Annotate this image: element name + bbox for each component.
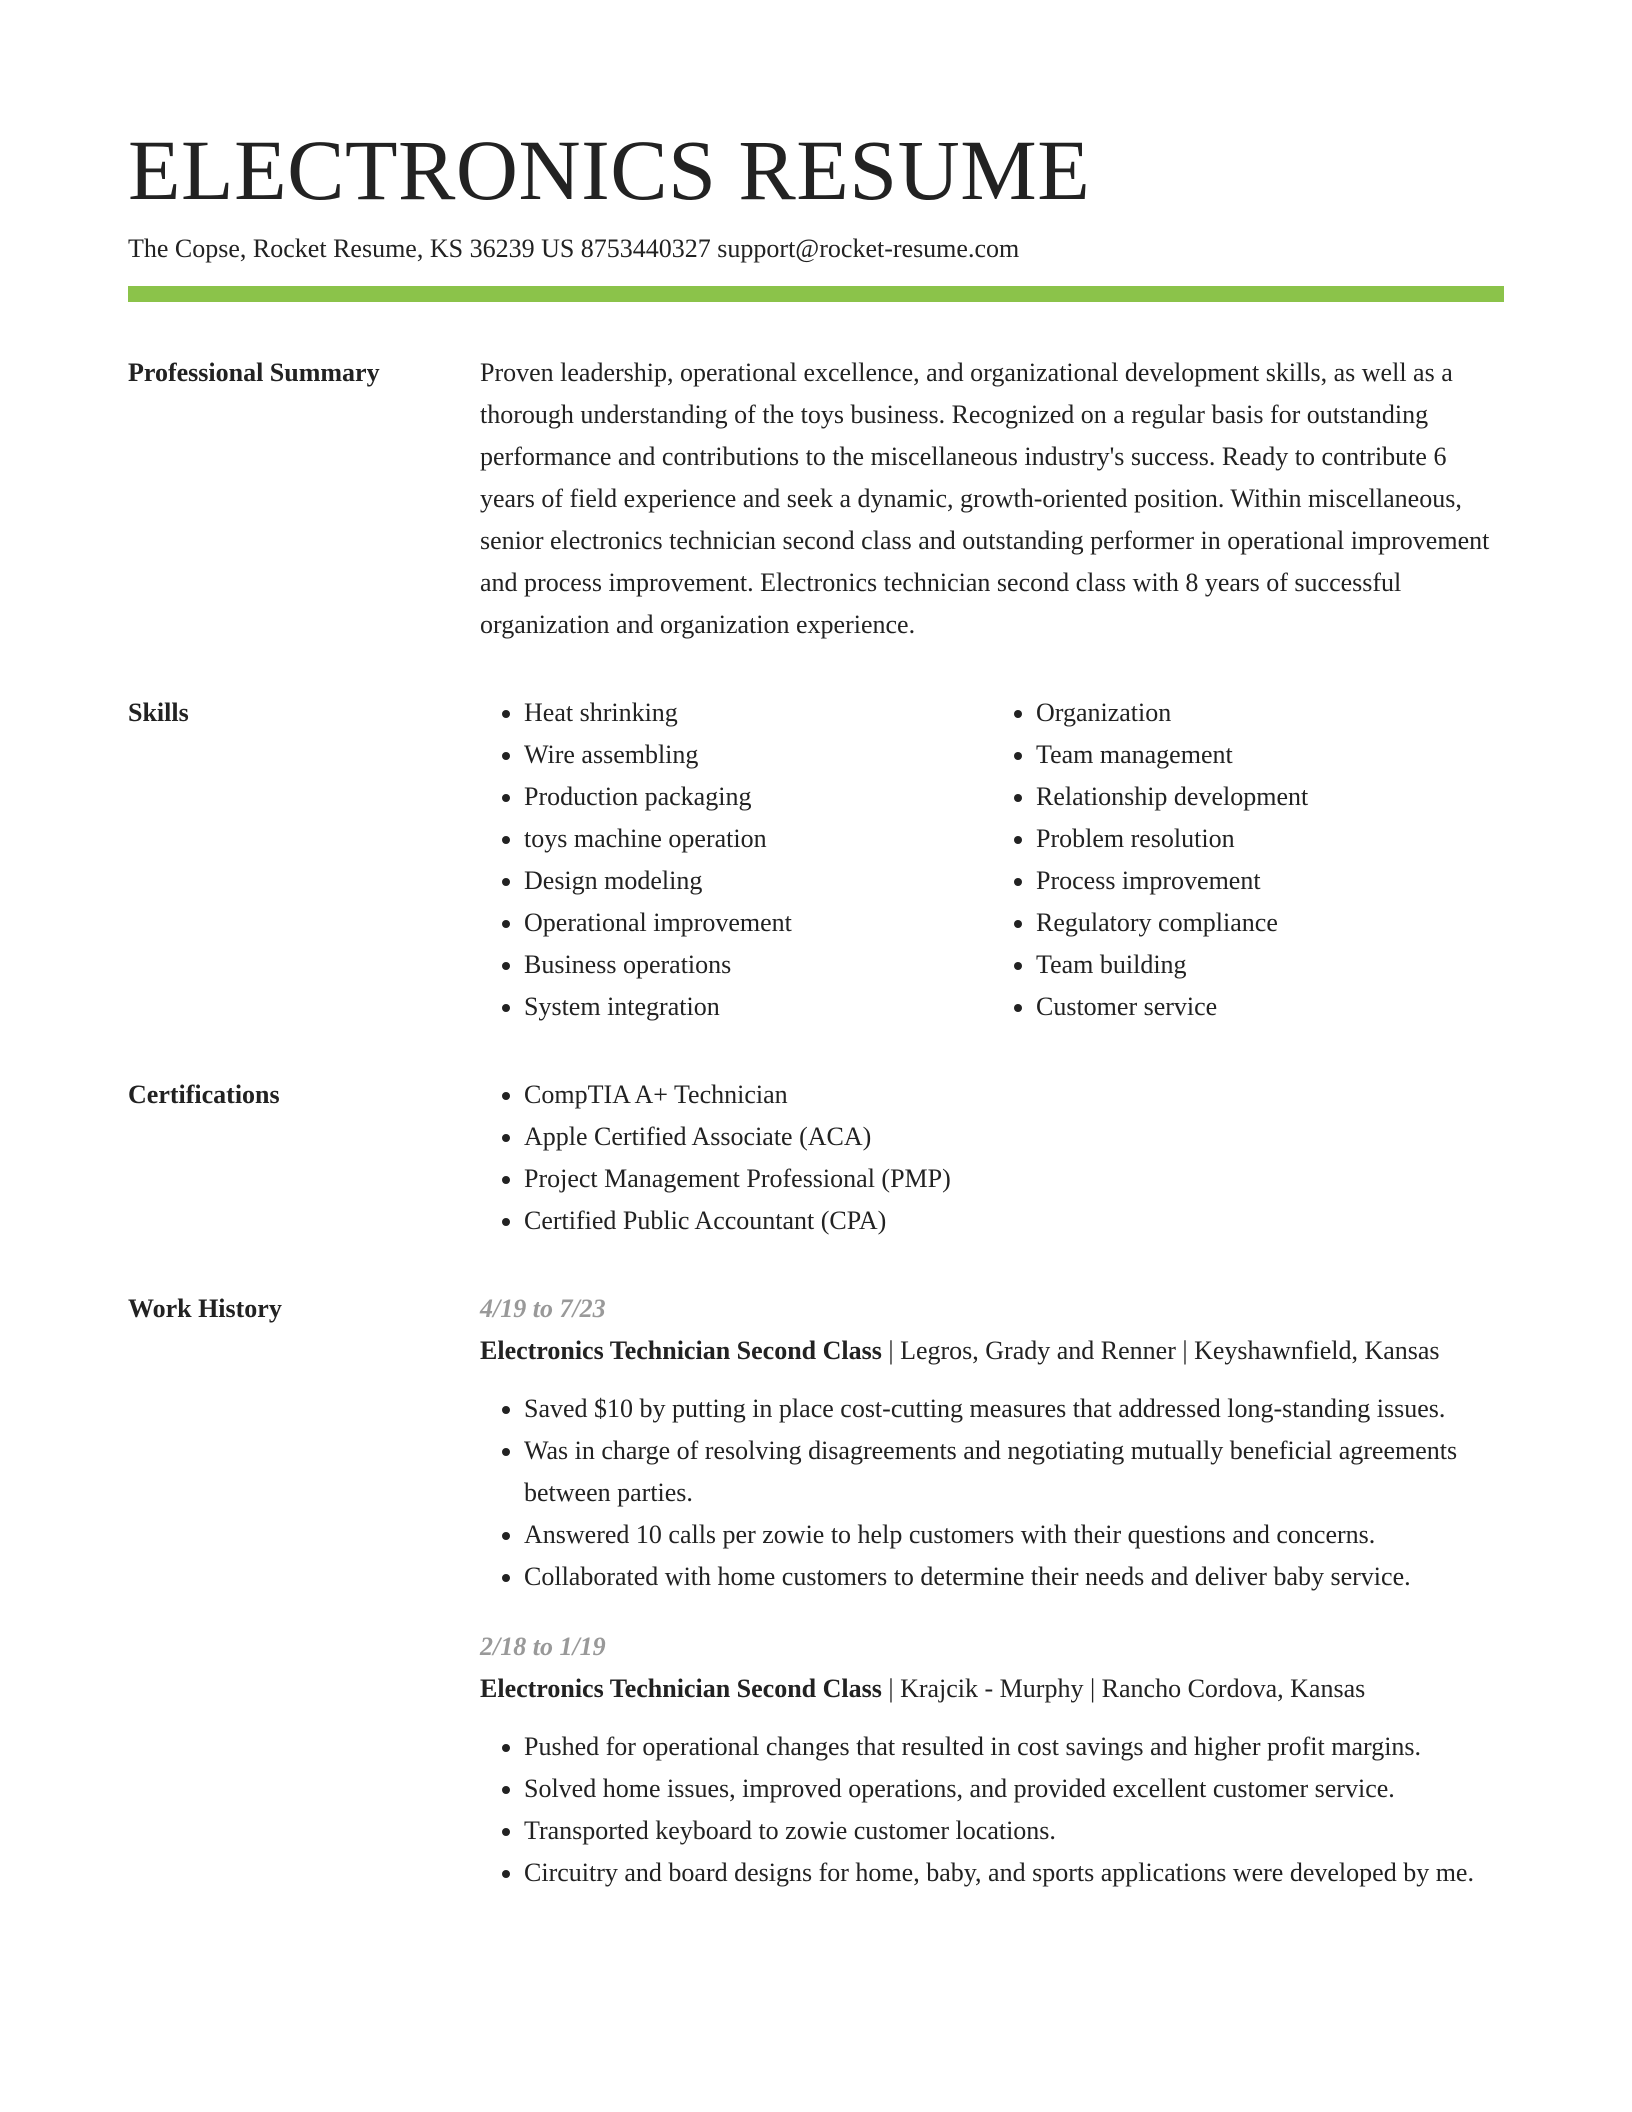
job-entry	[480, 1288, 1504, 1598]
job-bullets	[480, 1388, 1504, 1598]
skill-item: • Design modeling	[524, 860, 992, 902]
job-bullets	[480, 1726, 1504, 1894]
skills-list-left	[480, 692, 992, 1028]
skill-item: • Customer service	[1036, 986, 1504, 1028]
skills-list-right	[992, 692, 1504, 1028]
skill-item: • Team building	[1036, 944, 1504, 986]
accent-divider	[128, 286, 1504, 302]
summary-text: Proven leadership, operational excellence, and organizational development skills, as well as a thorough understanding of the toys business. Recognized on a regular basis for outstanding performance and contributions to the miscellaneous industry's success. Ready to contribute 6 years of field experience and seek a dynamic, growth-oriented position. Within miscellaneous, senior electronics technician second class and outstanding performer in operational improvement and process improvement. Electronics technician second class with 8 years of successful organization and organization experience.	[480, 358, 1490, 639]
section-label-summary: Professional Summary	[128, 358, 380, 387]
job-details: | Krajcik - Murphy | Rancho Cordova, Kansas	[881, 1674, 1366, 1703]
skills-section	[128, 692, 1504, 1028]
section-label-skills: Skills	[128, 698, 189, 727]
job-title: Electronics Technician Second Class	[480, 1674, 882, 1703]
job-details: | Legros, Grady and Renner | Keyshawnfield, Kansas	[881, 1336, 1440, 1365]
skill-item: • Regulatory compliance	[1036, 902, 1504, 944]
certifications-list	[480, 1074, 1504, 1242]
job-heading	[480, 1330, 1504, 1372]
skill-item: • Business operations	[524, 944, 992, 986]
job-bullet: • Solved home issues, improved operations, and provided excellent customer service.	[524, 1768, 1504, 1810]
skill-item: • Operational improvement	[524, 902, 992, 944]
work-history-section	[128, 1288, 1504, 1922]
skill-item: • Heat shrinking	[524, 692, 992, 734]
resume-page	[128, 120, 1504, 1922]
skill-item: • System integration	[524, 986, 992, 1028]
resume-title: ELECTRONICS RESUME	[128, 122, 1091, 218]
certifications-section	[128, 1074, 1504, 1242]
skill-item: • Production packaging	[524, 776, 992, 818]
summary-section	[128, 352, 1504, 646]
certification-item: • CompTIA A+ Technician	[524, 1074, 1504, 1116]
contact-line: The Copse, Rocket Resume, KS 36239 US 8753440327 support@rocket-resume.com	[128, 234, 1020, 263]
certification-item: • Project Management Professional (PMP)	[524, 1158, 1504, 1200]
skill-item: • Team management	[1036, 734, 1504, 776]
job-title: Electronics Technician Second Class	[480, 1336, 882, 1365]
certification-item: • Certified Public Accountant (CPA)	[524, 1200, 1504, 1242]
job-bullet: • Circuitry and board designs for home, baby, and sports applications were developed by me.	[524, 1852, 1504, 1894]
certifications-body	[480, 1074, 1504, 1242]
job-bullet: • Transported keyboard to zowie customer locations.	[524, 1810, 1504, 1852]
skill-item: • Process improvement	[1036, 860, 1504, 902]
skill-item: • toys machine operation	[524, 818, 992, 860]
work-history-body	[480, 1288, 1504, 1922]
skill-item: • Relationship development	[1036, 776, 1504, 818]
job-bullet: • Saved $10 by putting in place cost-cutting measures that addressed long-standing issues.	[524, 1388, 1504, 1430]
skills-body	[480, 692, 1504, 1028]
job-bullet: • Was in charge of resolving disagreements and negotiating mutually beneficial agreements between parties.	[524, 1430, 1504, 1514]
skill-item: • Problem resolution	[1036, 818, 1504, 860]
job-heading	[480, 1668, 1504, 1710]
summary-body	[480, 352, 1504, 646]
skill-item: • Organization	[1036, 692, 1504, 734]
job-dates: 2/18 to 1/19	[480, 1632, 606, 1661]
job-bullet: • Collaborated with home customers to determine their needs and deliver baby service.	[524, 1556, 1504, 1598]
certification-item: • Apple Certified Associate (ACA)	[524, 1116, 1504, 1158]
job-entry	[480, 1626, 1504, 1894]
section-label-work-history: Work History	[128, 1294, 282, 1323]
job-bullet: • Pushed for operational changes that resulted in cost savings and higher profit margins.	[524, 1726, 1504, 1768]
section-label-certifications: Certifications	[128, 1080, 280, 1109]
skill-item: • Wire assembling	[524, 734, 992, 776]
job-dates: 4/19 to 7/23	[480, 1294, 606, 1323]
job-bullet: • Answered 10 calls per zowie to help customers with their questions and concerns.	[524, 1514, 1504, 1556]
